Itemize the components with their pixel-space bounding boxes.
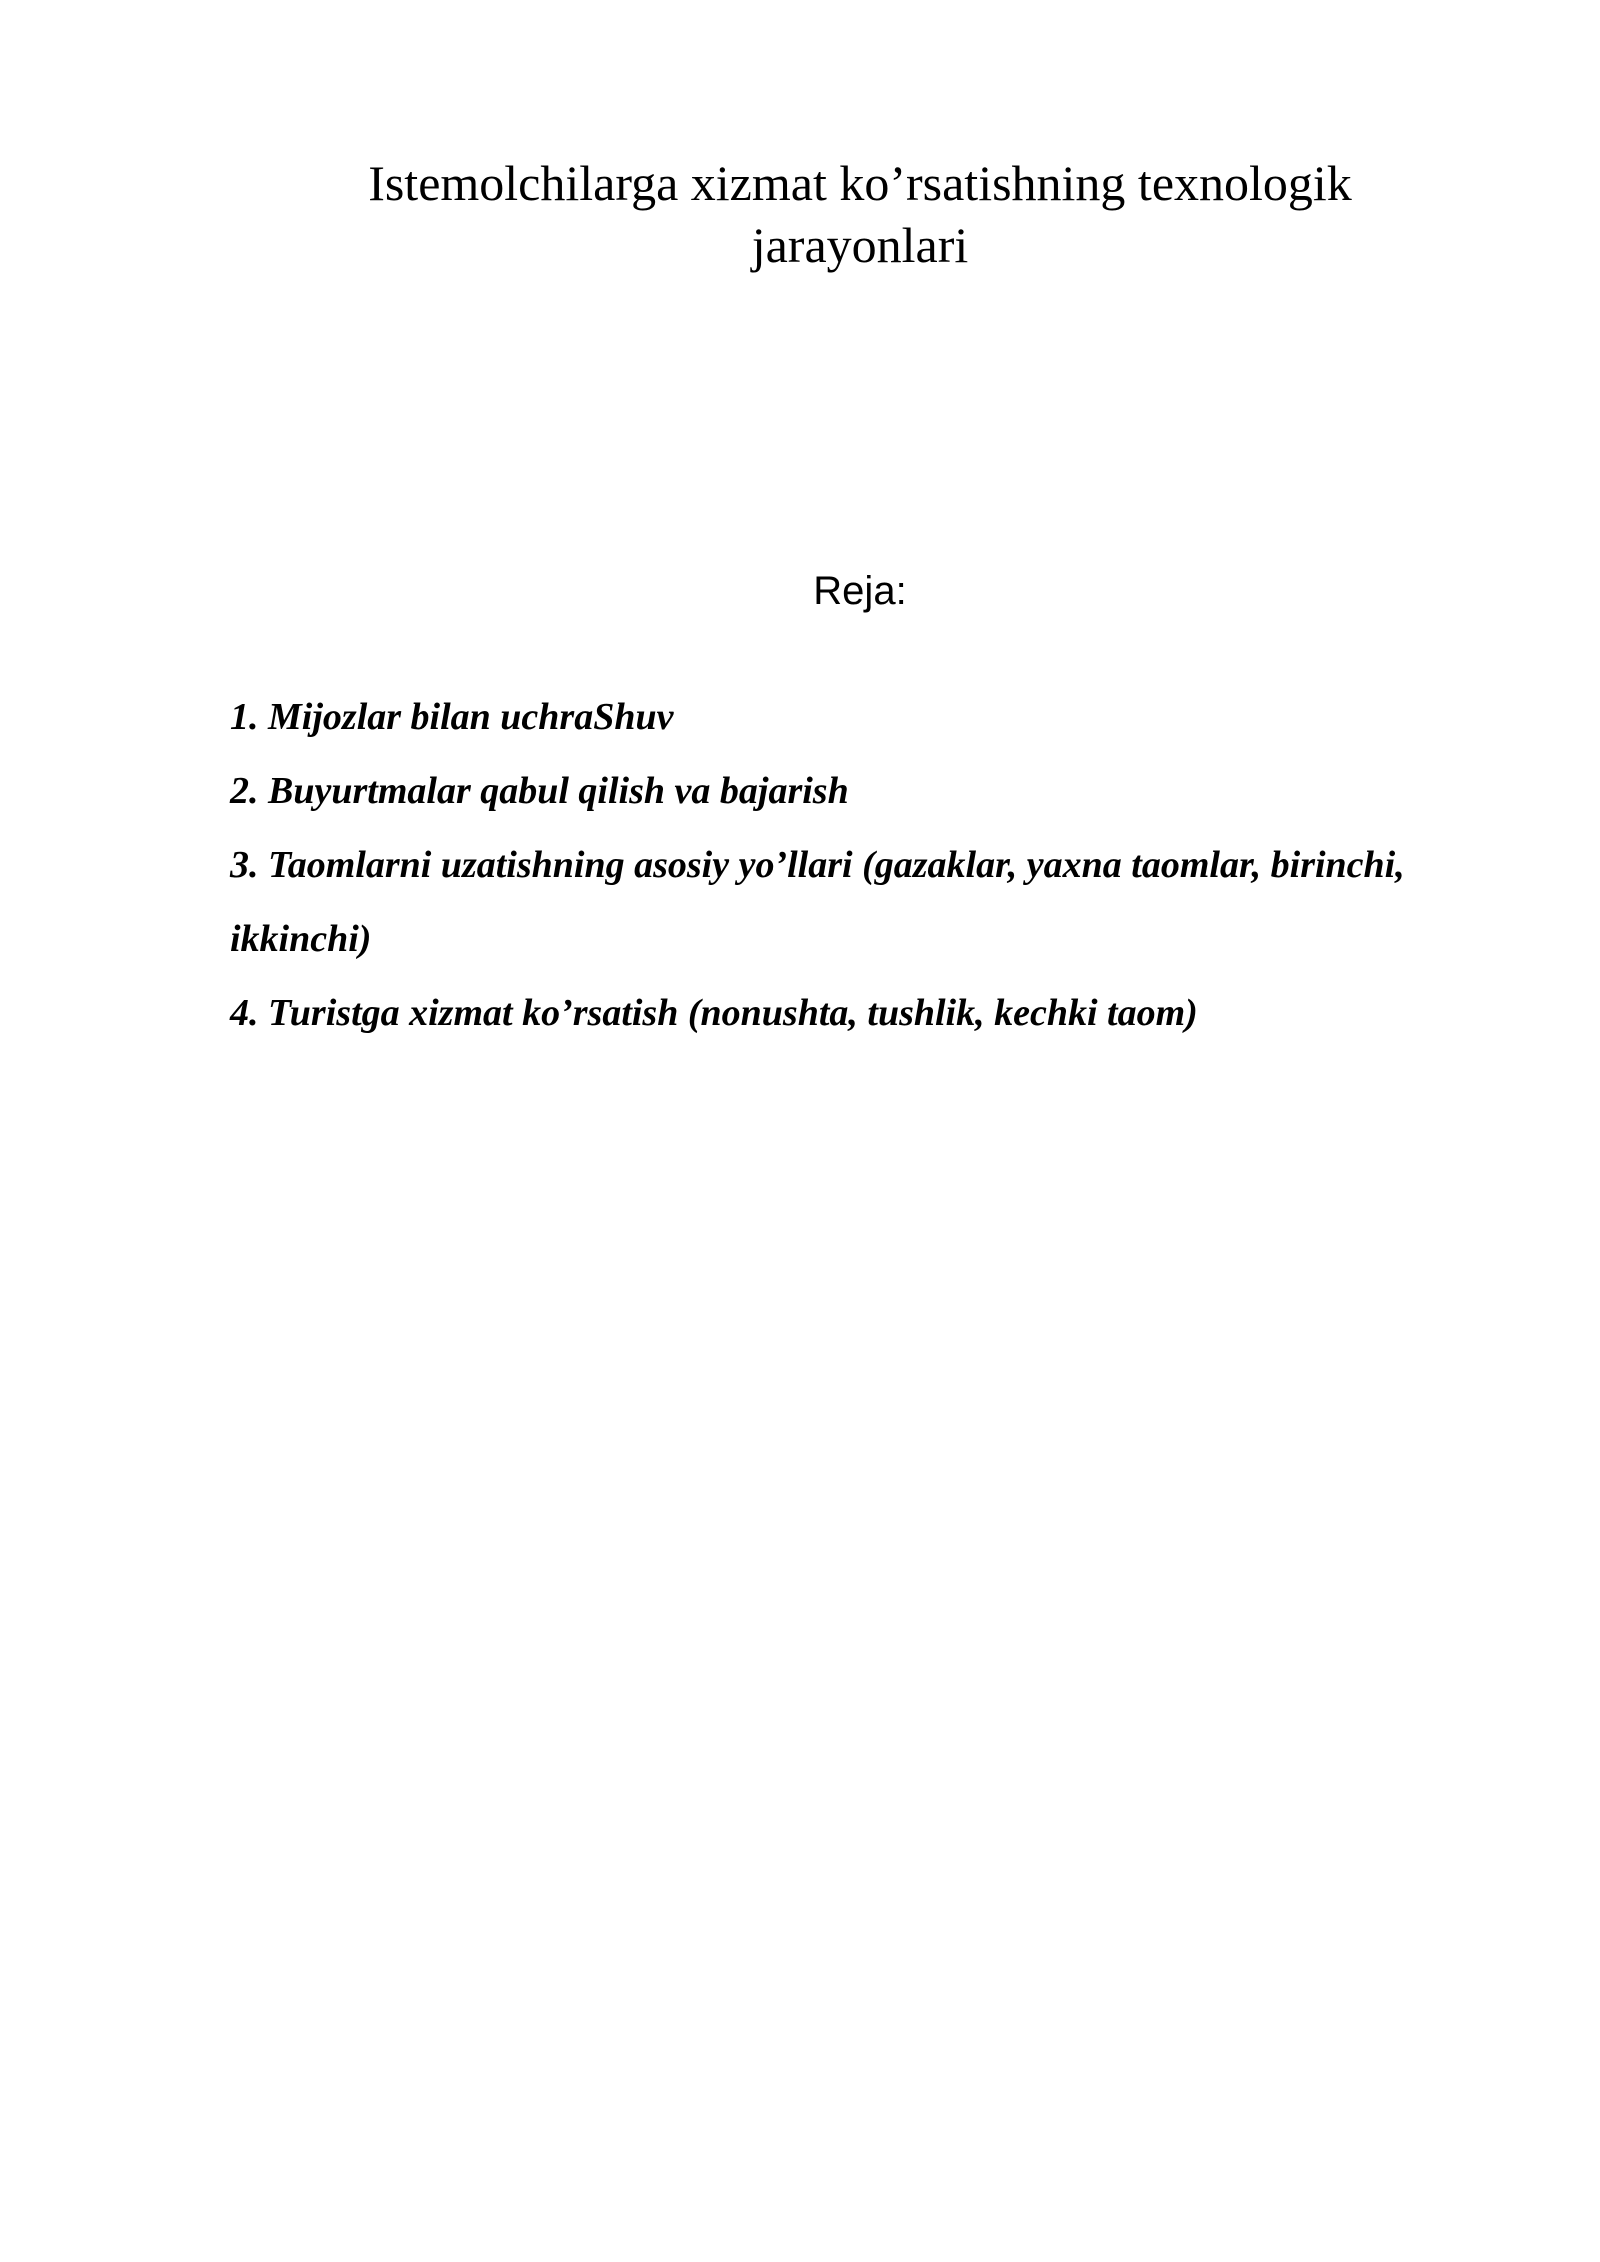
plan-item-4: 4. Turistga xizmat ko’rsatish (nonushta, tushlik, kechki taom) xyxy=(230,992,1198,1034)
plan-heading: Reja: xyxy=(813,569,907,613)
document-title xyxy=(230,152,1490,276)
plan-item-1: 1. Mijozlar bilan uchraShuv xyxy=(230,696,674,738)
plan-item-2: 2. Buyurtmalar qabul qilish va bajarish xyxy=(230,770,849,812)
plan-list xyxy=(230,680,1460,1050)
plan-item-3: 3. Taomlarni uzatishning asosiy yo’llari (gazaklar, yaxna taomlar, birinchi, ikkinchi) xyxy=(230,844,1405,960)
document-title-line-1: Istemolchilarga xizmat ko’rsatishning texnologik xyxy=(368,155,1352,211)
document-title-line-2: jarayonlari xyxy=(751,217,969,273)
